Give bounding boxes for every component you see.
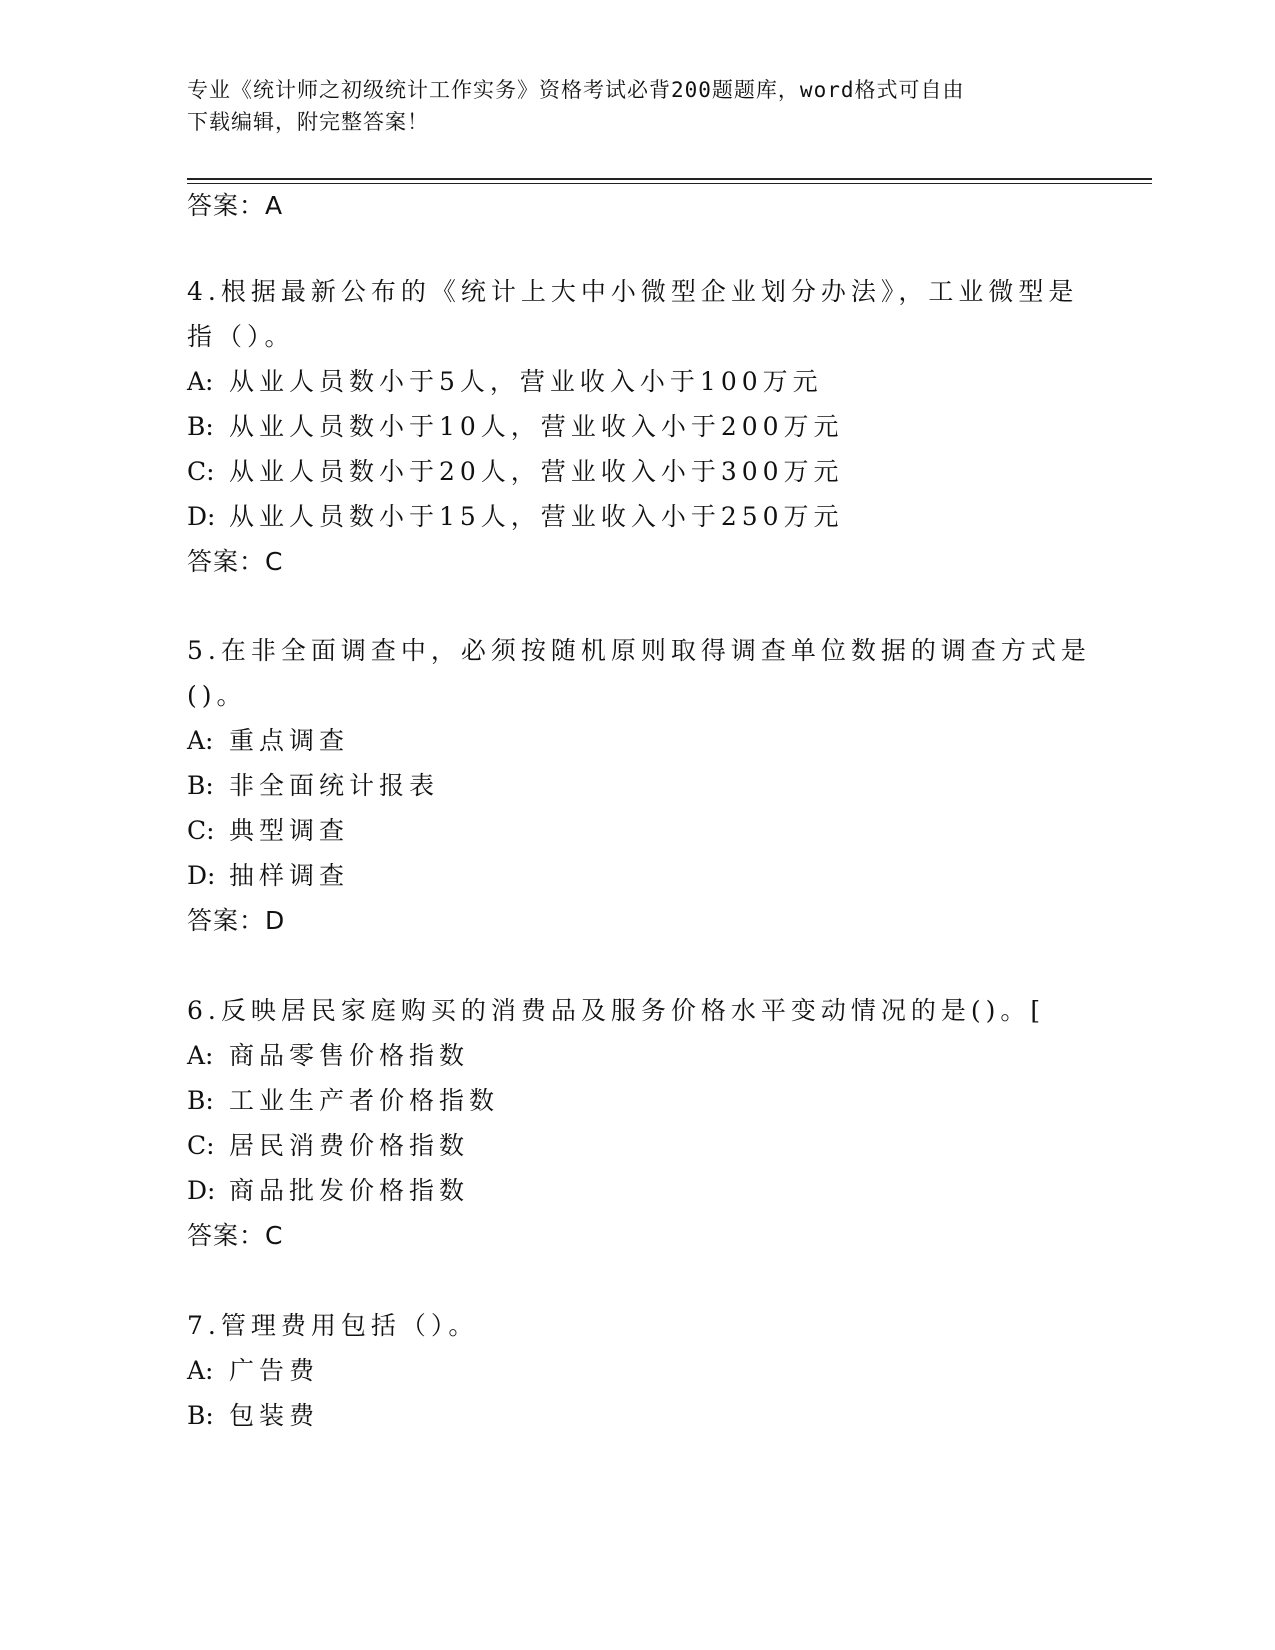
question-5-option-b — [187, 766, 439, 802]
option-label: C: — [187, 1131, 215, 1160]
page-header — [187, 74, 1087, 138]
option-text: 从业人员数小于20人，营业收入小于300万元 — [229, 457, 844, 486]
question-4-answer: 答案：C — [187, 547, 284, 576]
option-label: D: — [187, 861, 216, 890]
option-label: D: — [187, 502, 216, 531]
option-text: 从业人员数小于5人，营业收入小于100万元 — [229, 367, 823, 396]
question-7-option-a — [187, 1351, 319, 1387]
option-label: B: — [187, 771, 214, 800]
option-label: C: — [187, 816, 215, 845]
question-4-option-c — [187, 452, 844, 488]
question-5-option-d — [187, 856, 349, 892]
option-text: 从业人员数小于15人，营业收入小于250万元 — [229, 502, 844, 531]
option-label: D: — [187, 1176, 216, 1205]
option-label: A: — [187, 726, 214, 755]
option-text: 商品批发价格指数 — [229, 1176, 470, 1205]
question-6-option-b — [187, 1081, 499, 1117]
option-label: A: — [187, 1041, 214, 1070]
option-text: 非全面统计报表 — [229, 771, 440, 800]
question-5-stem-line-2: ()。 — [187, 681, 247, 710]
option-label: B: — [187, 1086, 214, 1115]
option-text: 广告费 — [229, 1356, 320, 1385]
option-label: B: — [187, 1401, 214, 1430]
question-7-stem-line-1: 7.管理费用包括（）。 — [187, 1311, 479, 1340]
option-text: 从业人员数小于10人，营业收入小于200万元 — [229, 412, 844, 441]
question-4-option-d — [187, 497, 844, 533]
option-text: 居民消费价格指数 — [229, 1131, 470, 1160]
question-4-stem-line-1: 4.根据最新公布的《统计上大中小微型企业划分办法》，工业微型是 — [187, 277, 1079, 306]
question-5-answer: 答案：D — [187, 906, 286, 935]
header-title-line-2: 下载编辑，附完整答案！ — [187, 110, 429, 134]
question-6-option-a — [187, 1036, 469, 1072]
header-divider-thin — [187, 183, 1152, 184]
option-text: 典型调查 — [229, 816, 350, 845]
header-divider-thick — [187, 178, 1152, 180]
question-4-stem-line-2: 指（）。 — [187, 322, 295, 351]
question-7-option-b — [187, 1396, 319, 1432]
question-6-option-c — [187, 1126, 469, 1162]
question-5-option-c — [187, 811, 349, 847]
question-4-option-b — [187, 407, 844, 443]
option-text: 抽样调查 — [229, 861, 350, 890]
option-label: A: — [187, 367, 214, 396]
option-text: 重点调查 — [229, 726, 350, 755]
question-5-option-a — [187, 721, 349, 757]
option-label: A: — [187, 1356, 214, 1385]
question-6-answer: 答案：C — [187, 1221, 284, 1250]
option-label: B: — [187, 412, 214, 441]
option-text: 工业生产者价格指数 — [229, 1086, 500, 1115]
question-6-option-d — [187, 1171, 469, 1207]
option-text: 包装费 — [229, 1401, 320, 1430]
option-text: 商品零售价格指数 — [229, 1041, 470, 1070]
option-label: C: — [187, 457, 215, 486]
question-4-option-a — [187, 362, 823, 398]
question-6-stem-line-1: 6.反映居民家庭购买的消费品及服务价格水平变动情况的是()。[ — [187, 996, 1046, 1025]
previous-answer: 答案：A — [187, 191, 284, 220]
question-5-stem-line-1: 5.在非全面调查中，必须按随机原则取得调查单位数据的调查方式是 — [187, 636, 1091, 665]
header-title-line-1: 专业《统计师之初级统计工作实务》资格考试必背200题题库，word格式可自由 — [187, 78, 965, 102]
